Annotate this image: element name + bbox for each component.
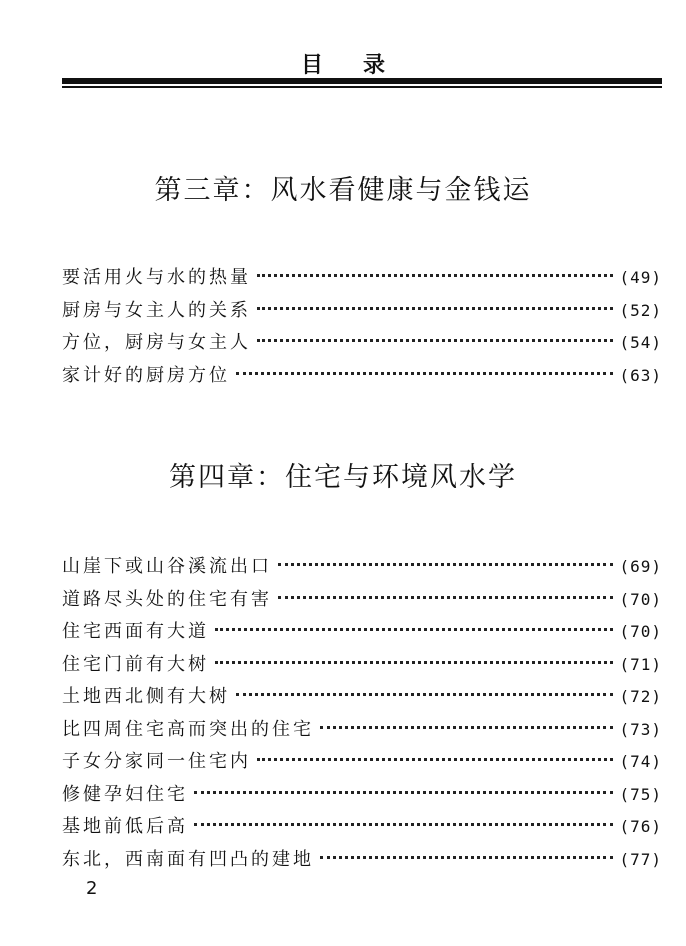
toc-entry-title: 子女分家同一住宅内 [62,751,251,772]
toc-entry-page: (70) [619,589,662,609]
leader-dots [257,307,613,310]
toc-entry-title: 土地西北侧有大树 [62,686,230,707]
toc-entry-page: (70) [619,622,662,641]
toc-entry-title: 家计好的厨房方位 [62,364,230,386]
toc-entry-title: 基地前低后高 [62,816,188,837]
toc-entry[interactable] [62,650,662,683]
toc-entry[interactable] [62,361,662,394]
toc-entry-title: 方位，厨房与女主人 [62,332,251,353]
header-rule-thick [62,78,662,84]
chapter-3-title: 第三章：风水看健康与金钱运 [154,175,532,206]
toc-entry[interactable] [62,585,662,618]
leader-dots [257,339,613,342]
toc-entry[interactable] [62,328,662,361]
toc-header [0,48,686,79]
toc-entry[interactable] [62,812,662,845]
toc-entry[interactable] [62,780,662,813]
leader-dots [236,693,613,696]
toc-entry-page: (52) [619,300,662,320]
toc-entry[interactable] [62,617,662,650]
toc-entry-page: (71) [619,654,662,674]
toc-entry-title: 要活用火与水的热量 [62,267,251,288]
header-char-left: 目 [300,53,323,78]
toc-entry-page: (75) [619,784,662,804]
toc-entry[interactable] [62,715,662,748]
toc-entry[interactable] [62,552,662,585]
toc-entry-page: (54) [619,333,662,352]
toc-entry-page: (73) [619,719,662,739]
toc-entry-page: (49) [619,268,662,287]
toc-entry-title: 比四周住宅高而突出的住宅 [62,718,314,740]
leader-dots [320,856,613,859]
chapter-4-title: 第四章：住宅与环境风水学 [169,462,517,493]
leader-dots [278,563,613,566]
toc-entry-title: 东北，西南面有凹凸的建地 [62,848,314,870]
toc-entry-title: 厨房与女主人的关系 [62,299,251,321]
toc-entry[interactable] [62,747,662,780]
leader-dots [236,372,613,375]
toc-entry-page: (77) [619,849,662,869]
toc-entry-title: 道路尽头处的住宅有害 [62,588,272,610]
toc-entry[interactable] [62,263,662,296]
leader-dots [215,628,613,631]
toc-entry-page: (76) [619,817,662,836]
toc-entry-title: 住宅门前有大树 [62,653,209,675]
chapter-3-list [62,263,662,393]
leader-dots [257,274,613,277]
leader-dots [320,726,613,729]
header-char-right: 录 [363,53,386,78]
page-number: 2 [86,878,98,899]
toc-entry[interactable] [62,845,662,878]
header-rule-thin [62,86,662,88]
leader-dots [194,791,613,794]
leader-dots [257,758,613,761]
toc-entry-title: 修健孕妇住宅 [62,783,188,805]
toc-entry-page: (72) [619,687,662,706]
chapter-4-list [62,552,662,877]
toc-entry-title: 住宅西面有大道 [62,621,209,642]
leader-dots [194,823,613,826]
toc-entry-page: (69) [619,557,662,576]
toc-entry-page: (63) [619,365,662,385]
leader-dots [215,661,613,664]
toc-entry-page: (74) [619,752,662,771]
toc-entry[interactable] [62,682,662,715]
toc-entry[interactable] [62,296,662,329]
leader-dots [278,596,613,599]
toc-entry-title: 山崖下或山谷溪流出口 [62,556,272,577]
